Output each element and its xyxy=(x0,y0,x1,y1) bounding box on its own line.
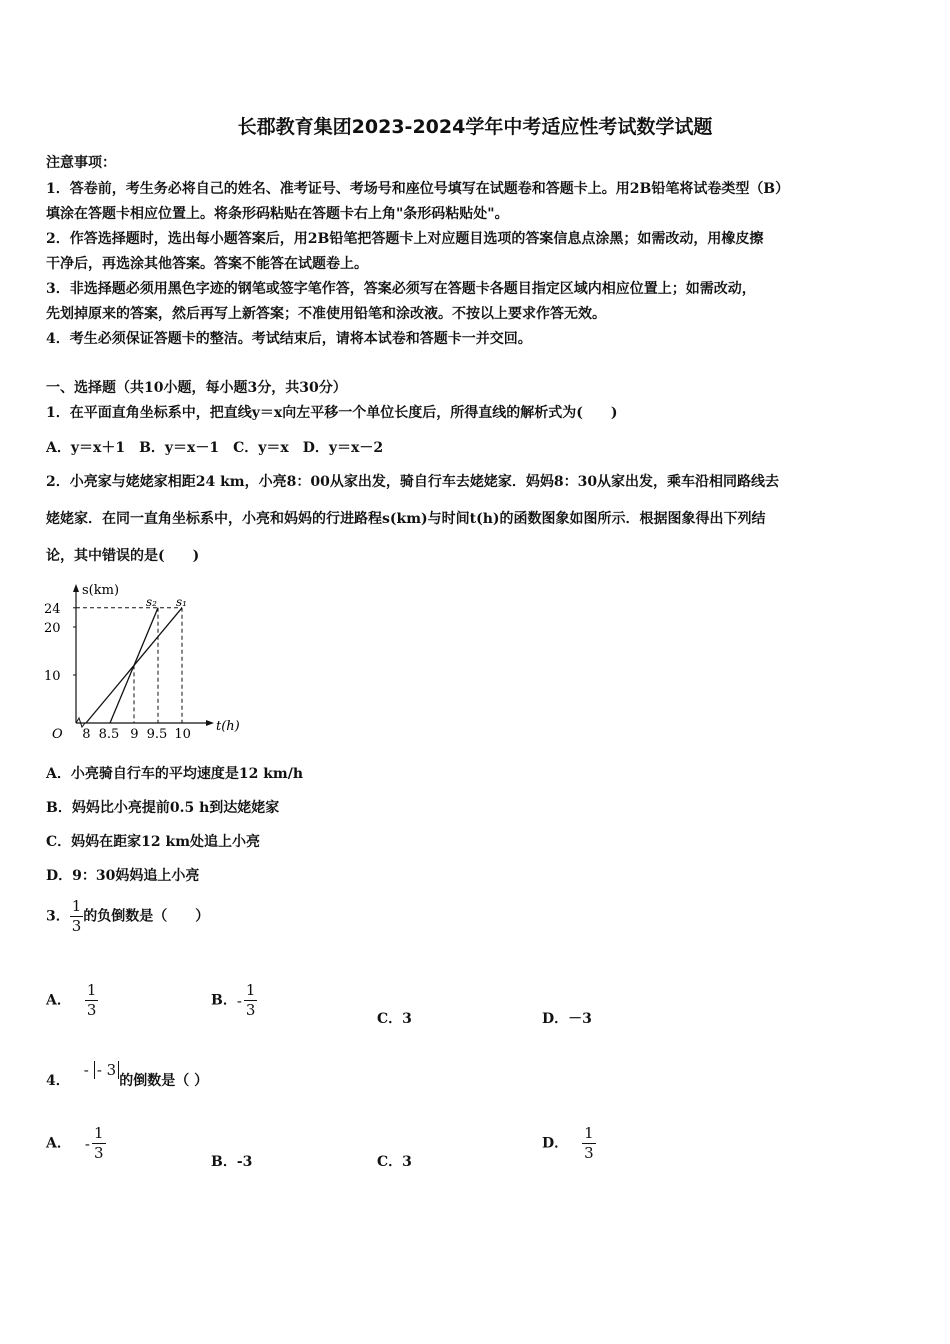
series-label-s1: s₁ xyxy=(176,594,187,609)
question-4-stem: 4．- - 3的倒数是（ ） xyxy=(46,1061,209,1089)
section-heading: 一、选择题（共10小题，每小题3分，共30分） xyxy=(46,380,347,396)
question-2-stem: 2．小亮家与姥姥家相距24 km，小亮8：00从家出发，骑自行车去姥姥家．妈妈8：30从家出发，乘车沿相同路线去 xyxy=(46,474,780,490)
page-title: 长郡教育集团2023-2024学年中考适应性考试数学试题 xyxy=(237,116,713,138)
y-tick-label: 10 xyxy=(44,669,61,684)
fraction-one-third: $\frac{1}{3}$ xyxy=(71,897,82,935)
question-4-option-c: C．3 xyxy=(377,1154,412,1170)
question-3-stem: 3． $\frac{1}{3}$ 的负倒数是（ ） xyxy=(46,897,210,935)
y-tick-label: 20 xyxy=(44,621,61,636)
x-axis-label: t(h) xyxy=(216,719,240,734)
origin-label: O xyxy=(52,727,63,742)
question-3-option-a: A． $\frac{1}{3}$ xyxy=(46,981,97,1019)
distance-time-graph xyxy=(44,580,244,750)
x-axis-arrow xyxy=(206,720,214,726)
notice-line: 3．非选择题必须用黑色字迹的钢笔或签字笔作答，答案必须写在答题卡各题目指定区域内相应位置上；如需改动， xyxy=(46,281,756,297)
y-tick-label: 24 xyxy=(44,601,61,617)
question-2-option-d: D．9：30妈妈追上小亮 xyxy=(46,868,200,884)
question-2-option-a: A．小亮骑自行车的平均速度是12 km/h xyxy=(46,766,304,782)
x-tick-label: 9 xyxy=(130,727,139,742)
question-4-option-d: D． $\frac{1}{3}$ xyxy=(542,1124,594,1162)
x-tick-label: 10 xyxy=(174,727,191,742)
question-3-option-d: D．－3 xyxy=(542,1011,592,1027)
series-line-2 xyxy=(110,608,158,723)
x-tick-label: 9.5 xyxy=(146,727,168,742)
notice-line: 1．答卷前，考生务必将自己的姓名、准考证号、考场号和座位号填写在试题卷和答题卡上。用2B铅笔将试卷类型（B） xyxy=(46,181,790,197)
x-tick-label: 8 xyxy=(82,727,91,742)
y-axis-arrow xyxy=(73,584,79,592)
notice-line: 先划掉原来的答案，然后再写上新答案；不准使用铅笔和涂改液。不按以上要求作答无效。 xyxy=(46,306,606,322)
notice-heading: 注意事项： xyxy=(46,155,116,171)
notice-line: 2．作答选择题时，选出每小题答案后，用2B铅笔把答题卡上对应题目选项的答案信息点涂黑；如需改动，用橡皮擦 xyxy=(46,231,764,247)
notice-line: 4．考生必须保证答题卡的整洁。考试结束后，请将本试卷和答题卡一并交回。 xyxy=(46,331,532,347)
question-3-option-c: C．3 xyxy=(377,1011,412,1027)
notice-line: 干净后，再选涂其他答案。答案不能答在试题卷上。 xyxy=(46,256,368,272)
question-2-option-c: C．妈妈在距家12 km处追上小亮 xyxy=(46,834,261,850)
question-1-stem: 1．在平面直角坐标系中，把直线y＝x向左平移一个单位长度后，所得直线的解析式为( ) xyxy=(46,405,618,421)
question-2-stem: 姥姥家．在同一直角坐标系中，小亮和妈妈的行进路程s(km)与时间t(h)的函数图象如图所示．根据图象得出下列结 xyxy=(46,511,766,527)
question-4-option-a: A． - $\frac{1}{3}$ xyxy=(46,1124,104,1162)
question-3-option-b: B．- $\frac{1}{3}$ xyxy=(211,981,256,1019)
question-1-options: A．y＝x＋1 B．y＝x－1 C．y＝x D．y＝x－2 xyxy=(46,440,384,456)
question-4-option-b: B．-3 xyxy=(211,1154,253,1170)
question-2-option-b: B．妈妈比小亮提前0.5 h到达姥姥家 xyxy=(46,800,280,816)
question-2-stem: 论，其中错误的是( ) xyxy=(46,548,200,564)
y-axis-label: s(km) xyxy=(82,583,120,598)
notice-line: 填涂在答题卡相应位置上。将条形码粘贴在答题卡右上角"条形码粘贴处"。 xyxy=(46,206,509,222)
x-tick-label: 8.5 xyxy=(98,727,120,742)
series-label-s2: s₂ xyxy=(146,594,157,609)
